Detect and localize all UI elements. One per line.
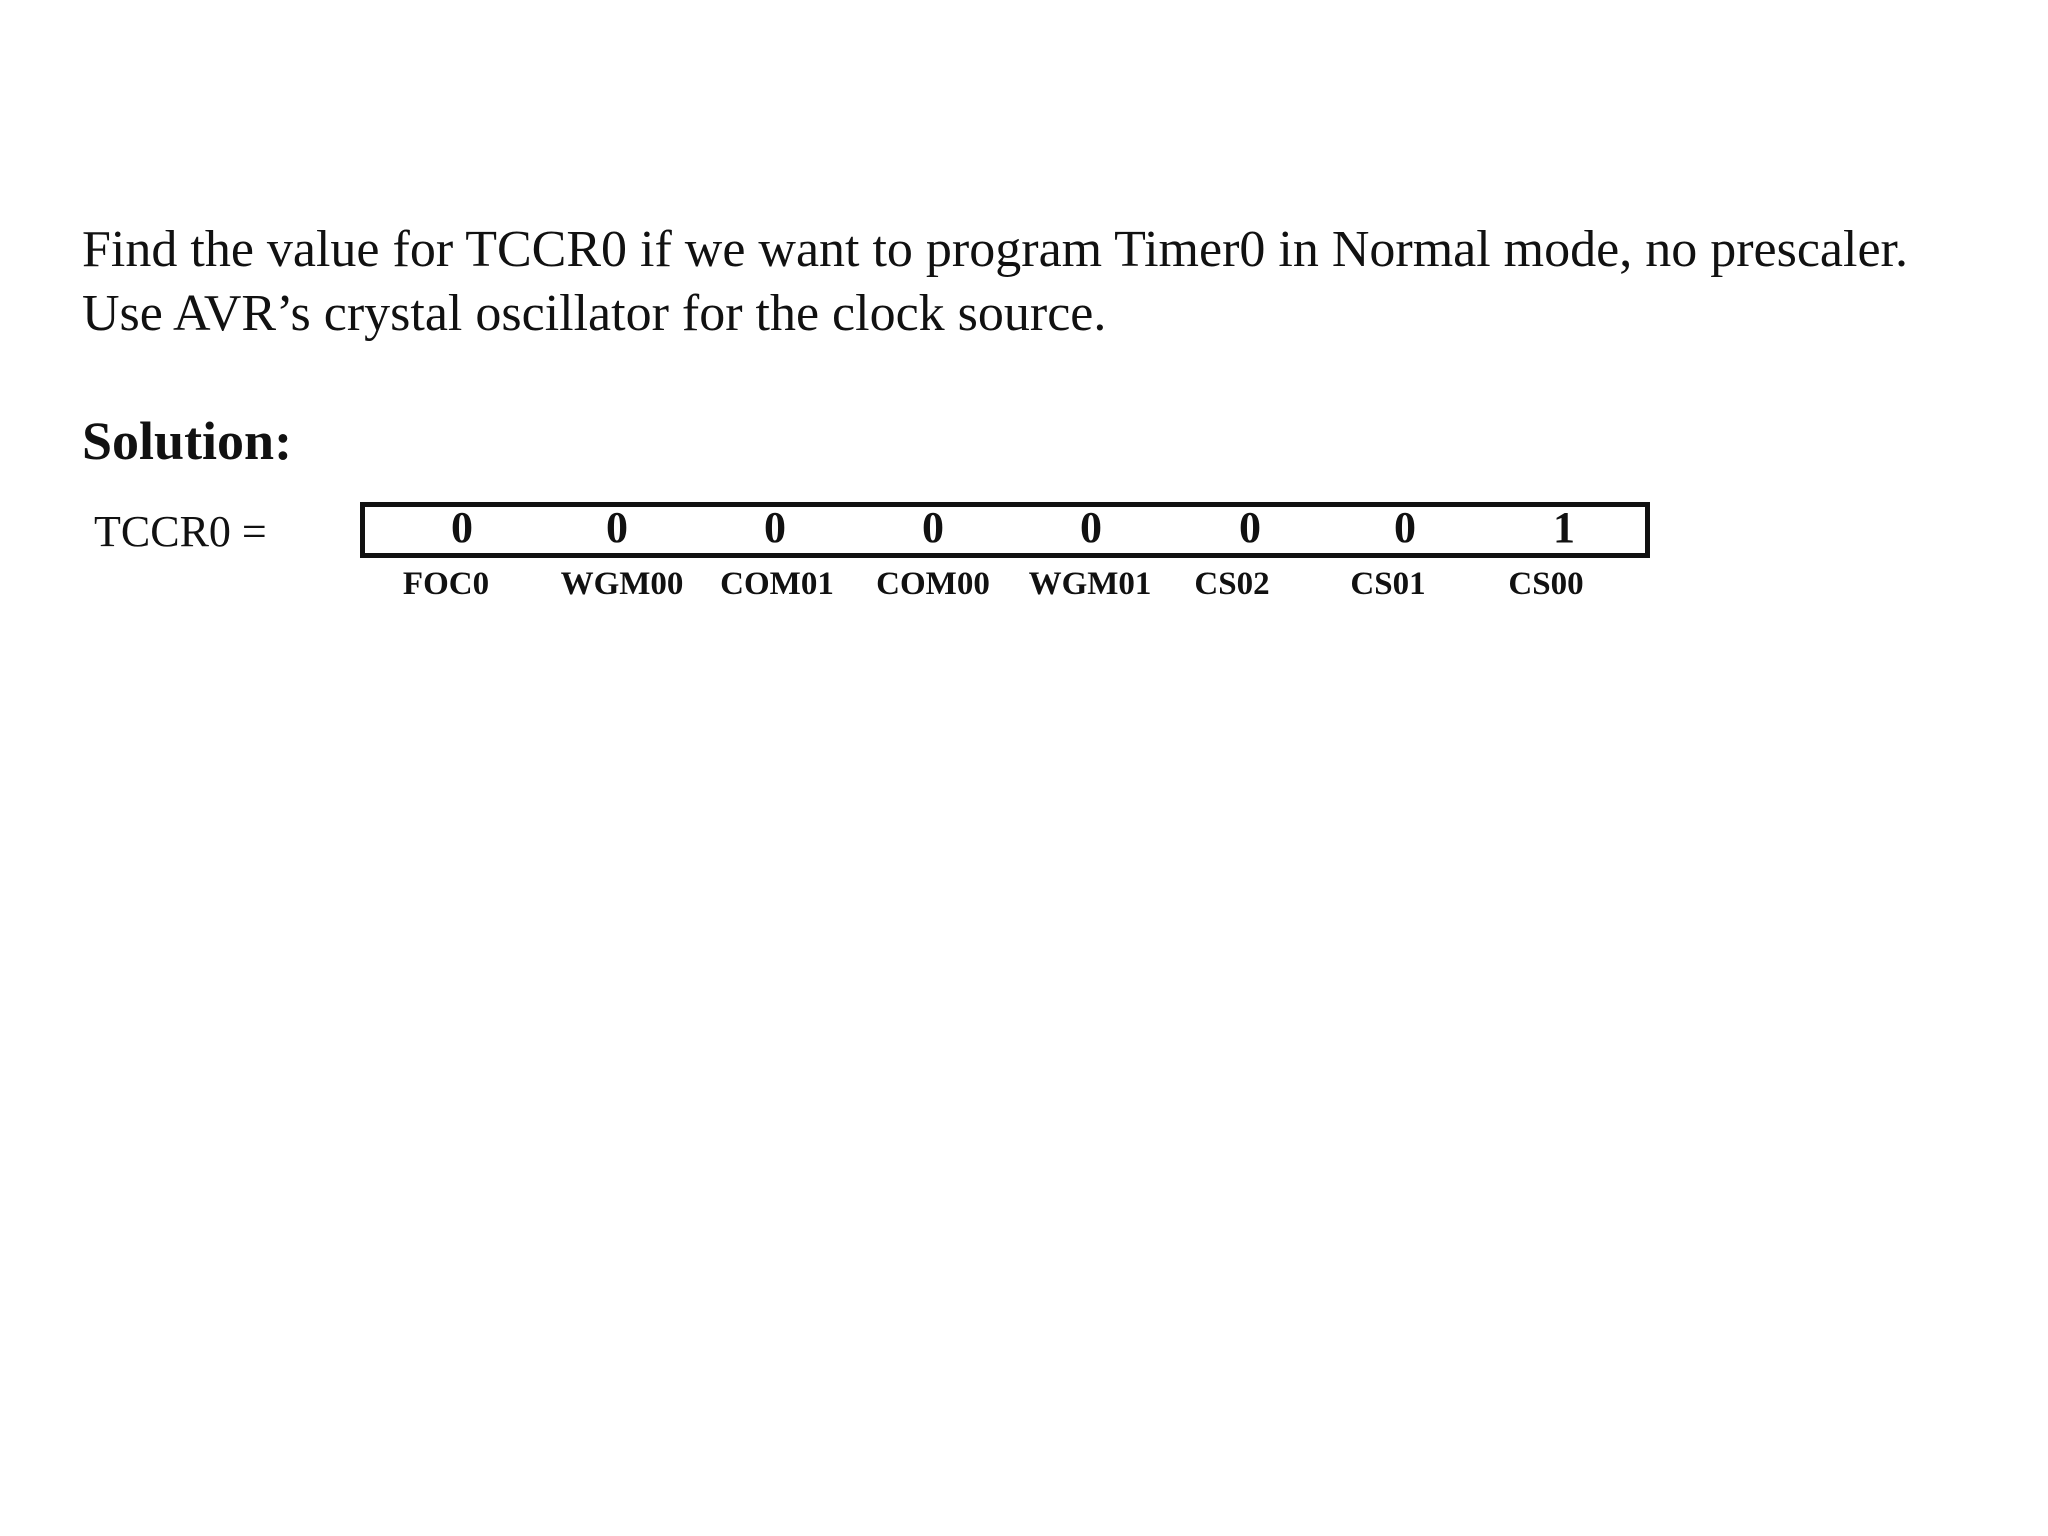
bit-value-wgm01: 0 [1080, 503, 1102, 552]
bit-value-cs01: 0 [1394, 503, 1416, 552]
bit-name-cs02: CS02 [1194, 566, 1270, 602]
bit-value-com00: 0 [922, 503, 944, 552]
bit-value-com01: 0 [764, 503, 786, 552]
problem-line-2: Use AVR’s crystal oscillator for the clock source. [82, 285, 1107, 342]
bit-value-wgm00: 0 [606, 503, 628, 552]
problem-line-1: Find the value for TCCR0 if we want to program Timer0 in Normal mode, no prescaler. [82, 221, 1908, 278]
bit-name-com00: COM00 [876, 566, 990, 602]
bit-name-cs01: CS01 [1350, 566, 1426, 602]
solution-heading: Solution: [82, 411, 293, 471]
bit-name-wgm01: WGM01 [1028, 566, 1152, 602]
bit-name-com01: COM01 [720, 566, 834, 602]
bit-value-cs00: 1 [1553, 503, 1575, 552]
register-label: TCCR0 = [94, 507, 267, 556]
problem-statement [82, 218, 1982, 346]
bit-value-cs02: 0 [1239, 503, 1261, 552]
bit-name-cs00: CS00 [1508, 566, 1584, 602]
bit-name-foc0: FOC0 [402, 566, 490, 602]
bit-name-wgm00: WGM00 [560, 566, 684, 602]
register-bit-box [360, 502, 1650, 558]
bit-value-foc0: 0 [451, 503, 473, 552]
